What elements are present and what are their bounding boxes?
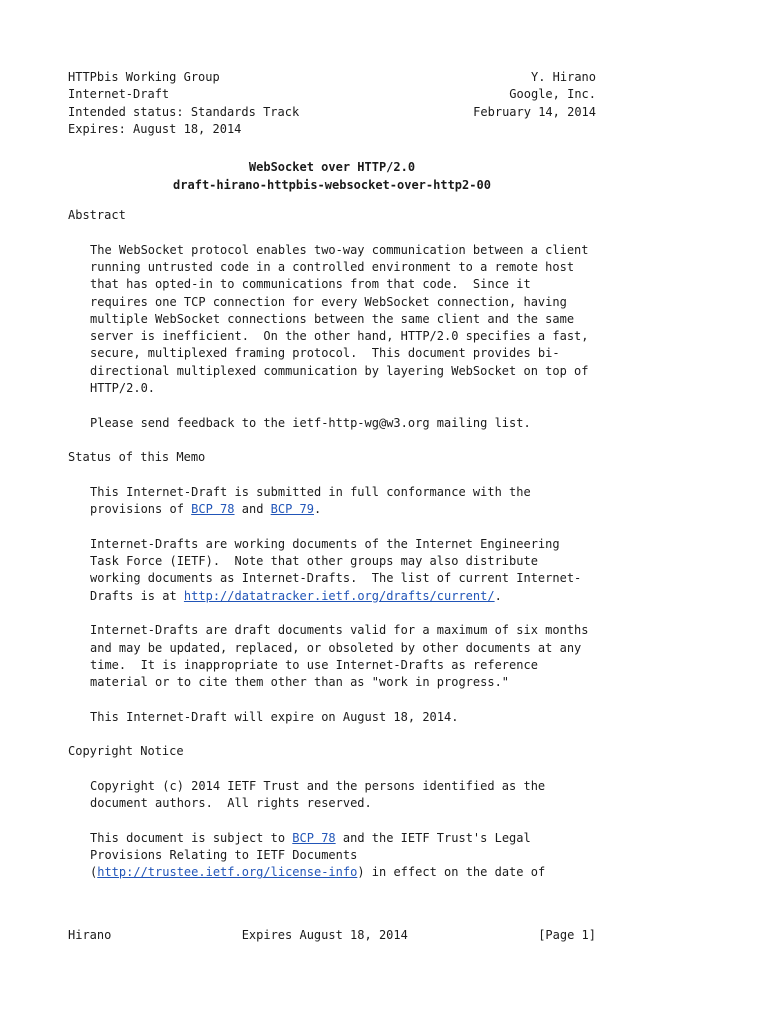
footer-page-number: [Page 1] (538, 928, 596, 942)
license-info-link[interactable]: http://trustee.ietf.org/license-info (97, 865, 358, 880)
feedback-paragraph: Please send feedback to the ietf-http-wg@w3.org mailing list. (90, 415, 531, 430)
expiry-paragraph: This Internet-Draft will expire on August 18, 2014. (90, 709, 459, 724)
header-date: February 14, 2014 (473, 104, 596, 119)
header-intended-status: Intended status: Standards Track (68, 104, 300, 119)
document-header (68, 69, 596, 138)
header-doc-type: Internet-Draft (68, 87, 170, 102)
status-heading: Status of this Memo (68, 450, 206, 465)
copyright-heading: Copyright Notice (68, 744, 184, 759)
status-paragraph-2: Internet-Drafts are working documents of the Internet Engineering Task Force (IETF). Note that other groups may also distribute working documents as Internet-Drafts. The list of current Internet- Drafts is at http://datatracker.ietf.org/drafts/current/. (90, 536, 582, 603)
copyright-paragraph-2: This document is subject to BCP 78 and the IETF Trust's Legal Provisions Relating to IETF Documents (http://trustee.ietf.org/license-info) in effect on the date of (90, 830, 546, 880)
bcp78-link[interactable]: BCP 78 (191, 502, 235, 517)
document-page (68, 69, 596, 882)
header-working-group: HTTPbis Working Group (68, 70, 220, 84)
status-paragraph-3: Internet-Drafts are draft documents valid for a maximum of six months and may be updated, replaced, or obsoleted by other documents at any time. It is inappropriate to use Internet-Drafts as reference material or to cite them other than as "work in progress." (90, 623, 589, 690)
page-footer (68, 927, 596, 944)
drafts-current-link[interactable]: http://datatracker.ietf.org/drafts/current/ (183, 588, 495, 603)
header-expires: Expires: August 18, 2014 (68, 121, 242, 136)
abstract-heading: Abstract (68, 208, 126, 223)
bcp79-link[interactable]: BCP 79 (270, 502, 314, 517)
copyright-paragraph-1: Copyright (c) 2014 IETF Trust and the persons identified as the document authors. All rights reserved. (90, 778, 546, 811)
footer-author: Hirano (68, 928, 112, 942)
bcp78-link-copyright[interactable]: BCP 78 (292, 830, 336, 845)
header-author: Y. Hirano (530, 70, 596, 84)
draft-name: draft-hirano-httpbis-websocket-over-http2-00 (173, 177, 491, 192)
header-organization: Google, Inc. (509, 87, 596, 102)
status-paragraph-1: This Internet-Draft is submitted in full conformance with the provisions of BCP 78 and BCP 79. (90, 484, 531, 517)
footer-expires: Expires August 18, 2014 (241, 928, 408, 942)
abstract-paragraph: The WebSocket protocol enables two-way communication between a client running untrusted code in a controlled environment to a remote host that has opted-in to communications from that code. Since it requires one TCP connection for every WebSocket connection, having multiple WebSocket connections between the same client and the same server is inefficient. On the other hand, HTTP/2.0 specifies a fast, secure, multiplexed framing protocol. This document provides bi- directional multiplexed communication by layering WebSocket on top of HTTP/2.0. (90, 242, 589, 396)
document-title: WebSocket over HTTP/2.0 (248, 160, 416, 175)
